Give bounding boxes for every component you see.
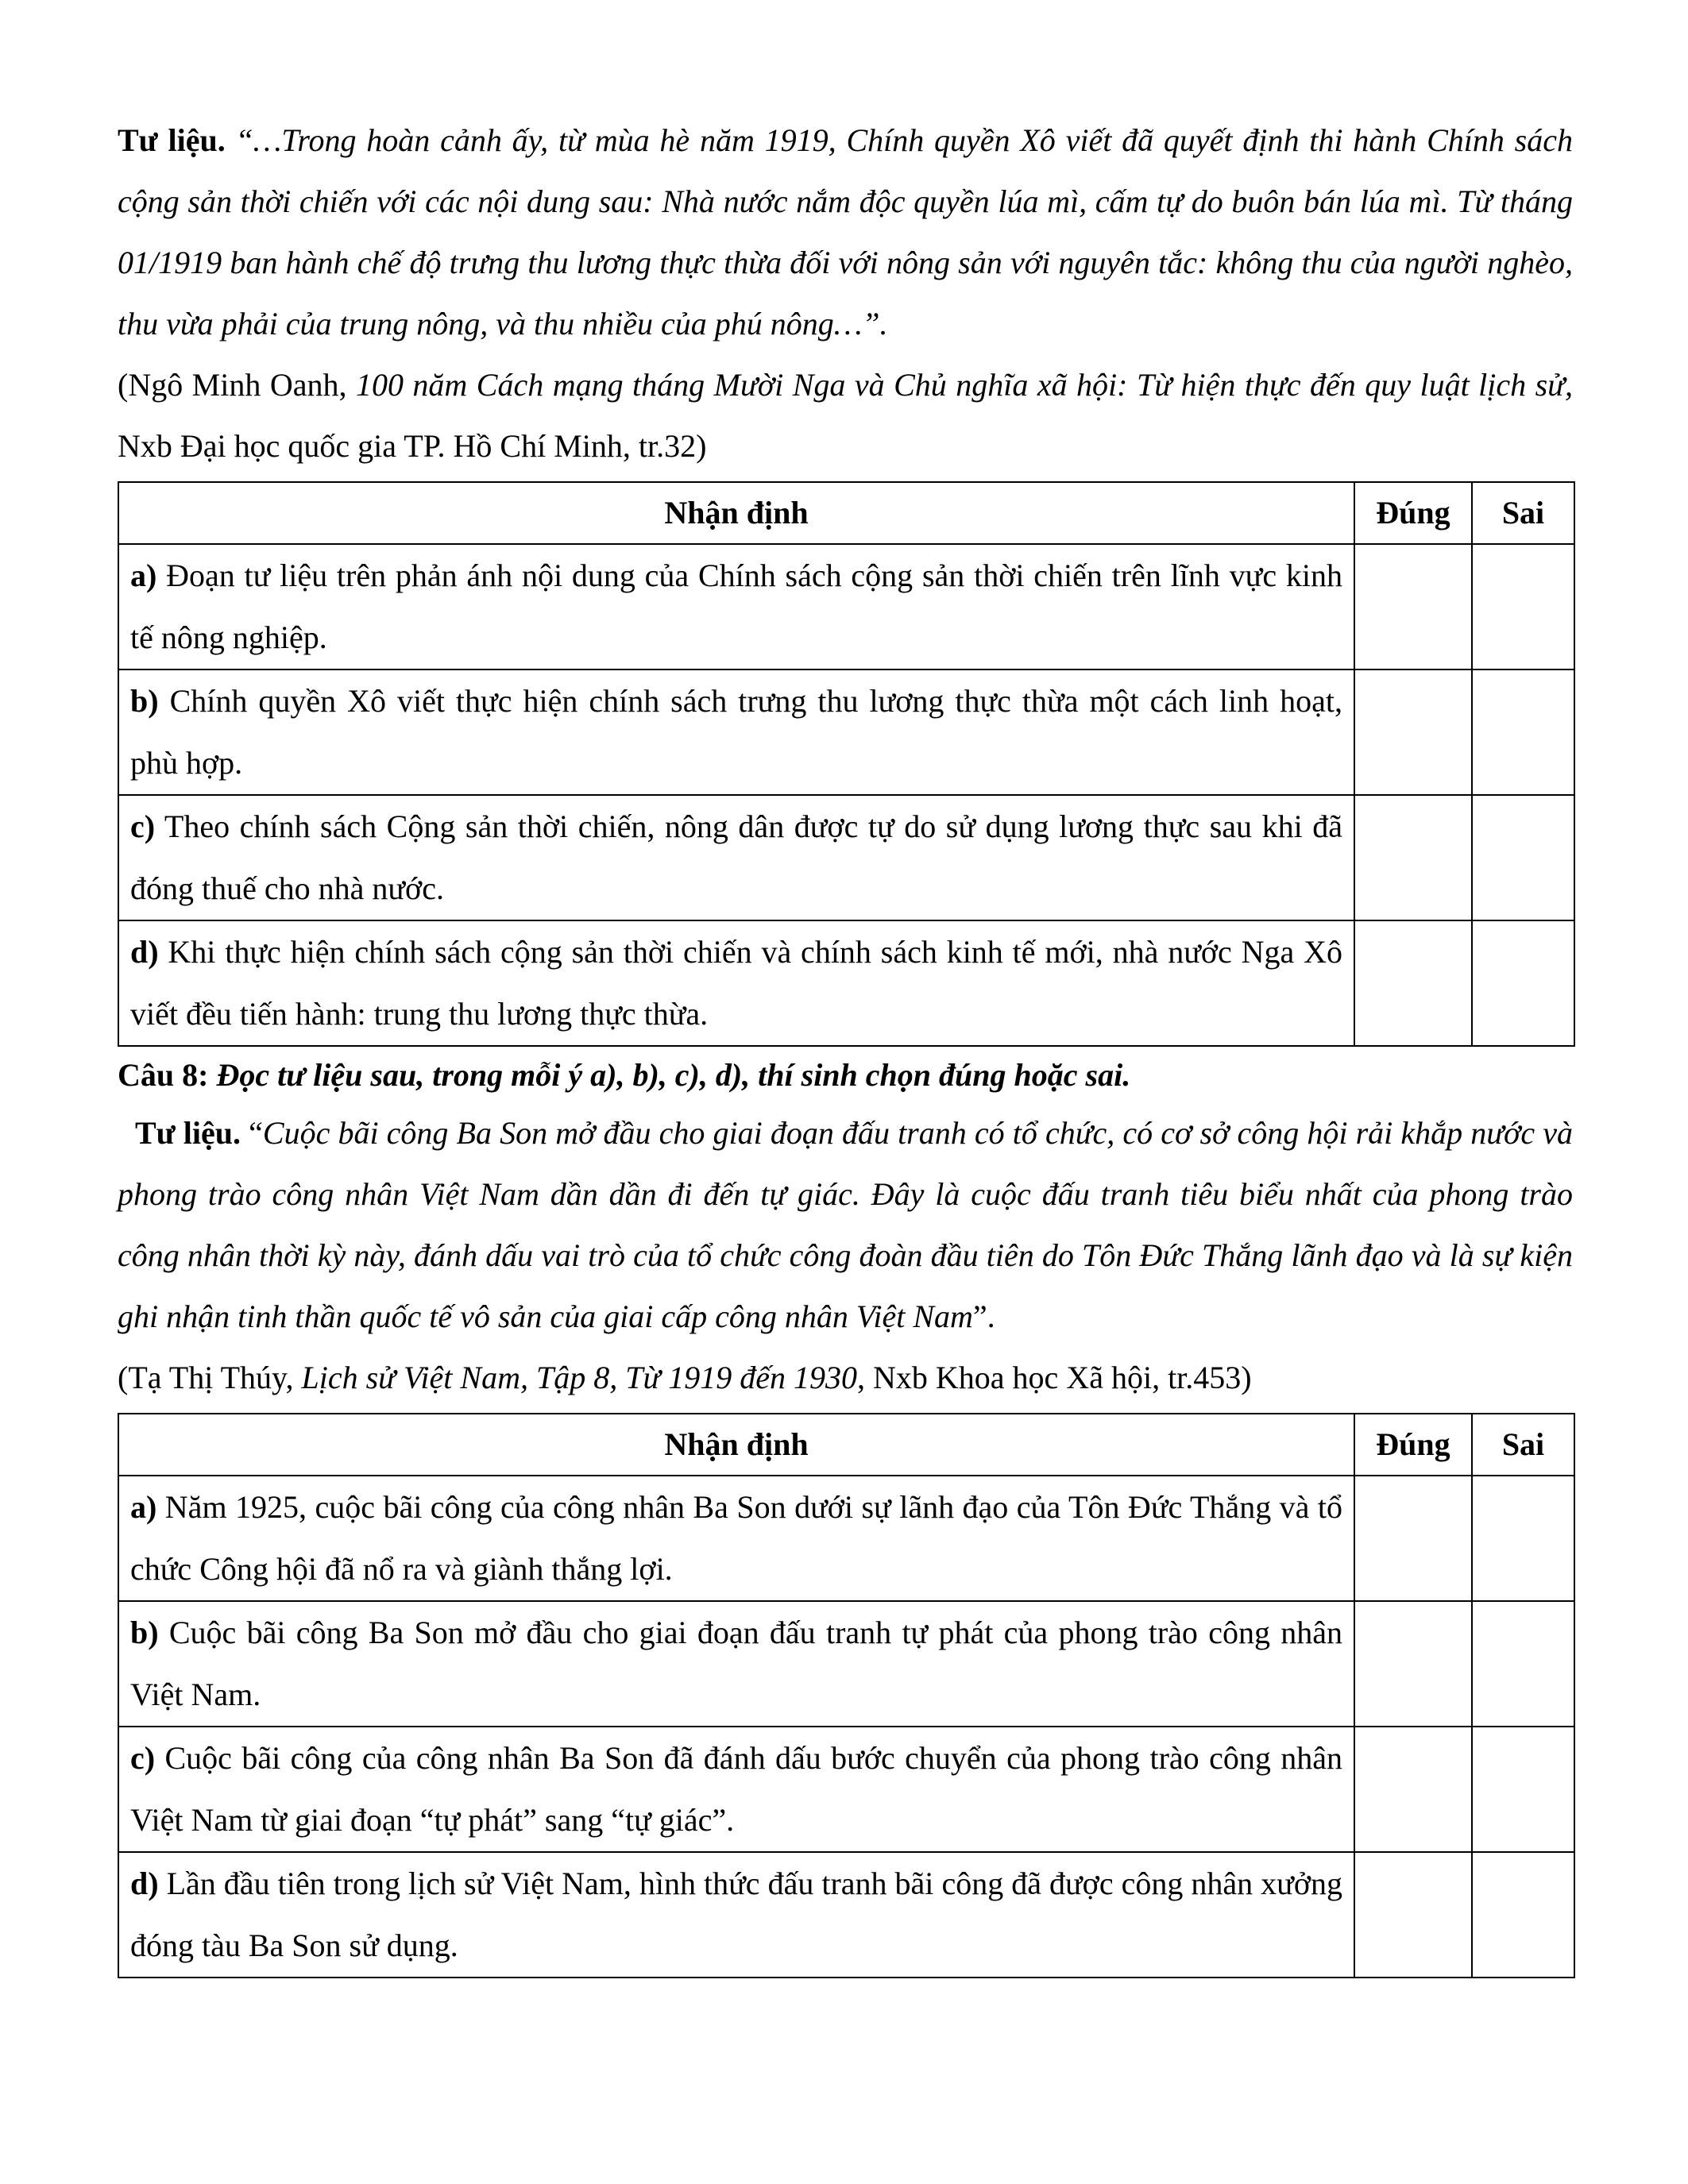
table-row [118,1601,1574,1727]
answer-true-cell[interactable] [1354,1601,1472,1727]
answer-false-cell[interactable] [1472,1601,1574,1727]
header-false: Sai [1472,482,1574,544]
answer-false-cell[interactable] [1472,544,1574,669]
answer-true-cell[interactable] [1354,920,1472,1046]
header-statement: Nhận định [118,482,1354,544]
passage-1-quote: “…Trong hoàn cảnh ấy, từ mùa hè năm 1919, Chính quyền Xô viết đã quyết định thi hành Chính sách cộng sản thời chiến với các nội dung sau: Nhà nước nắm độc quyền lúa mì, cấm tự do buôn bán lúa mì. Từ tháng 01/1919 ban hành chế độ trưng thu lương thực thừa đối với nông sản với nguyên tắc: không thu của người nghèo, thu vừa phải của trung nông, và thu nhiều của phú nông…”. [118,122,1574,341]
passage-2-quote-open: “ [241,1115,263,1151]
statement-key: d) [130,934,159,970]
answer-false-cell[interactable] [1472,669,1574,795]
statement-key: b) [130,683,159,719]
answer-true-cell[interactable] [1354,795,1472,920]
table-row [118,795,1574,920]
answer-false-cell[interactable] [1472,1476,1574,1601]
passage-2-source-title: Lịch sử Việt Nam, Tập 8, Từ 1919 đến 1930 [301,1360,858,1395]
passage-1-source-title: 100 năm Cách mạng tháng Mười Nga và Chủ nghĩa xã hội: Từ hiện thực đến quy luật lịch sử, [355,367,1573,403]
table-header-row [118,1414,1574,1476]
statement-text: Năm 1925, cuộc bãi công của công nhân Ba Son dưới sự lãnh đạo của Tôn Đức Thắng và tổ chức Công hội đã nổ ra và giành thắng lợi. [130,1489,1342,1587]
statement-cell [118,544,1354,669]
table-header-row [118,482,1574,544]
statement-key: c) [130,1740,156,1776]
table-row [118,544,1574,669]
statement-key: b) [130,1615,159,1650]
statement-key: a) [130,558,157,593]
table-row [118,920,1574,1046]
header-statement: Nhận định [118,1414,1354,1476]
header-true: Đúng [1354,482,1472,544]
passage-1-source-open: (Ngô Minh Oanh, [118,367,356,403]
question-8-heading [118,1048,1573,1102]
table-row [118,669,1574,795]
table-row [118,1727,1574,1852]
passage-2 [118,1102,1573,1347]
table-row [118,1852,1574,1978]
answer-false-cell[interactable] [1472,795,1574,920]
passage-2-quote: Cuộc bãi công Ba Son mở đầu cho giai đoạn đấu tranh có tổ chức, có cơ sở công hội rải khắp nước và phong trào công nhân Việt Nam dần dần đi đến tự giác. Đây là cuộc đấu tranh tiêu biểu nhất của phong trào công nhân thời kỳ này, đánh dấu vai trò của tổ chức công đoàn đầu tiên do Tôn Đức Thắng lãnh đạo và là sự kiện ghi nhận tinh thần quốc tế vô sản của giai cấp công nhân Việt Nam [118,1115,1573,1334]
statement-cell [118,795,1354,920]
answer-true-cell[interactable] [1354,1476,1472,1601]
passage-1-source-tail: Nxb Đại học quốc gia TP. Hồ Chí Minh, tr.32) [118,428,707,464]
passage-2-source-tail: , Nxb Khoa học Xã hội, tr.453) [857,1360,1252,1395]
statement-key: d) [130,1866,159,1901]
statement-key: a) [130,1489,157,1525]
statement-key: c) [130,808,156,844]
statement-text: Theo chính sách Cộng sản thời chiến, nông dân được tự do sử dụng lương thực sau khi đã đóng thuế cho nhà nước. [130,808,1342,906]
statement-table-1 [118,481,1575,1047]
passage-2-source [118,1347,1573,1408]
answer-true-cell[interactable] [1354,669,1472,795]
question-8-label: Câu 8: [118,1057,209,1093]
statement-cell [118,920,1354,1046]
question-8-instruction: Đọc tư liệu sau, trong mỗi ý a), b), c), d), thí sinh chọn đúng hoặc sai. [208,1057,1131,1093]
statement-cell [118,669,1354,795]
statement-text: Đoạn tư liệu trên phản ánh nội dung của Chính sách cộng sản thời chiến trên lĩnh vực kinh tế nông nghiệp. [130,558,1342,655]
answer-false-cell[interactable] [1472,1852,1574,1978]
statement-text: Khi thực hiện chính sách cộng sản thời chiến và chính sách kinh tế mới, nhà nước Nga Xô viết đều tiến hành: trung thu lương thực thừa. [130,934,1342,1032]
statement-table-2 [118,1413,1575,1978]
passage-1 [118,110,1573,477]
passage-2-source-open: (Tạ Thị Thúy, [118,1360,302,1395]
statement-cell [118,1601,1354,1727]
header-true: Đúng [1354,1414,1472,1476]
answer-false-cell[interactable] [1472,1727,1574,1852]
statement-text: Cuộc bãi công Ba Son mở đầu cho giai đoạn đấu tranh tự phát của phong trào công nhân Việt Nam. [130,1615,1342,1712]
statement-cell [118,1476,1354,1601]
passage-2-label: Tư liệu. [135,1115,241,1151]
answer-true-cell[interactable] [1354,1852,1472,1978]
statement-cell [118,1727,1354,1852]
passage-1-label: Tư liệu. [118,122,226,158]
passage-2-quote-close: ”. [972,1298,995,1334]
statement-text: Lần đầu tiên trong lịch sử Việt Nam, hình thức đấu tranh bãi công đã được công nhân xưởng đóng tàu Ba Son sử dụng. [130,1866,1342,1963]
table-row [118,1476,1574,1601]
statement-cell [118,1852,1354,1978]
answer-true-cell[interactable] [1354,1727,1472,1852]
header-false: Sai [1472,1414,1574,1476]
answer-true-cell[interactable] [1354,544,1472,669]
answer-false-cell[interactable] [1472,920,1574,1046]
statement-text: Chính quyền Xô viết thực hiện chính sách trưng thu lương thực thừa một cách linh hoạt, phù hợp. [130,683,1342,781]
statement-text: Cuộc bãi công của công nhân Ba Son đã đánh dấu bước chuyển của phong trào công nhân Việt Nam từ giai đoạn “tự phát” sang “tự giác”. [130,1740,1342,1838]
